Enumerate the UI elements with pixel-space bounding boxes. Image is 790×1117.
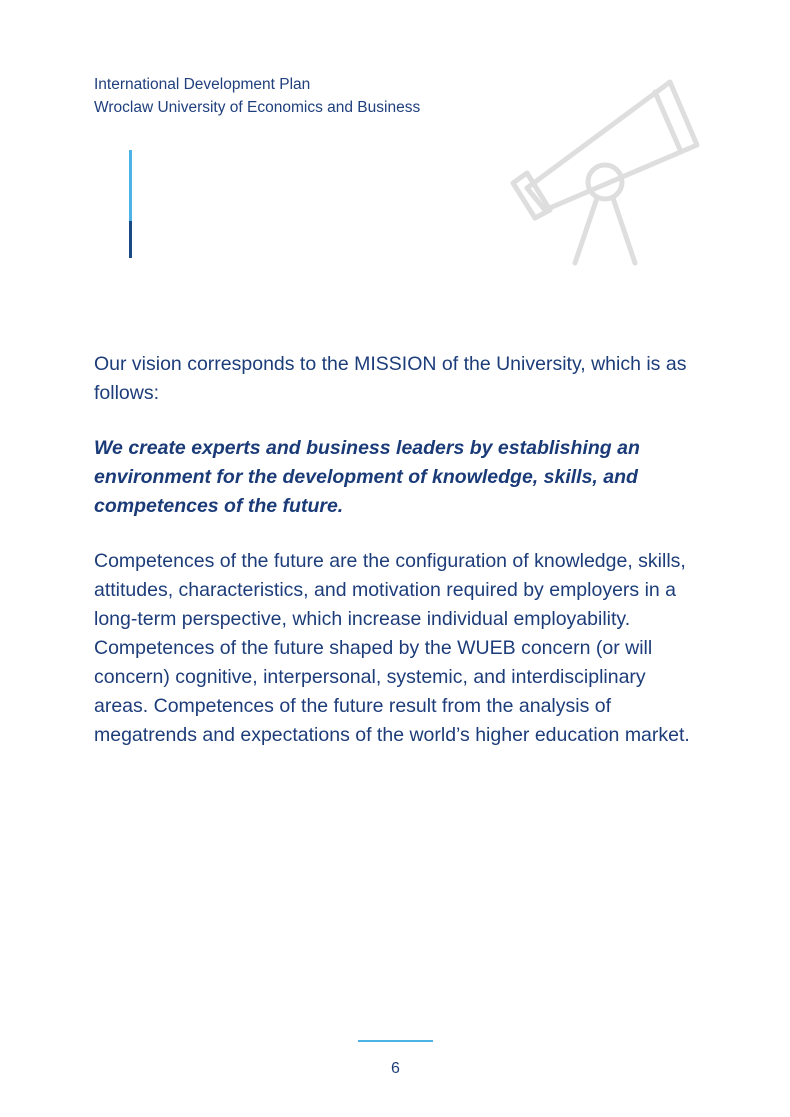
page-number: 6 (391, 1060, 400, 1077)
mission-statement: We create experts and business leaders by establishing an environment for the development of knowledge, skills, and competences of the future. (94, 437, 640, 517)
footer-divider (358, 1040, 433, 1042)
accent-bar (129, 150, 132, 258)
competences-paragraph: Competences of the future are the configuration of knowledge, skills, attitudes, characteristics, and motivation required by employers in a long-term perspective, which increase individual employability. Competences of the future shaped by the WUEB concern (or will concern) cognitive, interpersonal, systemic, and interdisciplinary areas. Competences of the future result from the analysis of megatrends and expectations of the world’s higher education market. (94, 550, 690, 746)
accent-bar-light (129, 150, 132, 221)
accent-bar-dark (129, 221, 132, 258)
telescope-icon (505, 70, 705, 270)
main-content (94, 350, 700, 750)
intro-paragraph: Our vision corresponds to the MISSION of the University, which is as follows: (94, 353, 687, 404)
header-subtitle: Wroclaw University of Economics and Business (94, 99, 421, 116)
document-header (94, 73, 420, 119)
header-title: International Development Plan (94, 76, 311, 93)
